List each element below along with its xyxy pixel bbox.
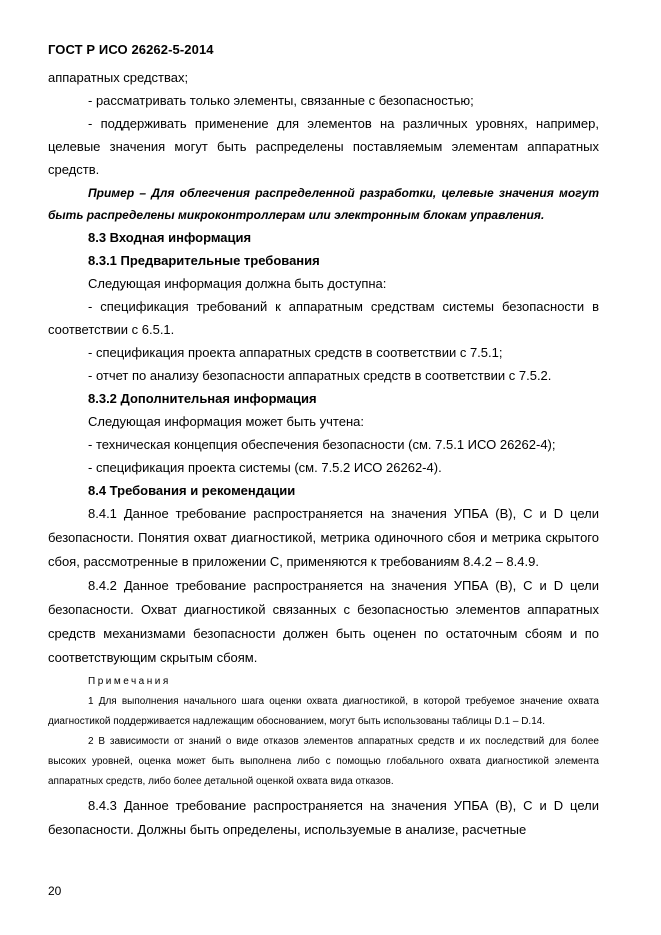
paragraph: Следующая информация может быть учтена:: [88, 414, 364, 429]
page-number: 20: [48, 884, 62, 898]
note: 1 Для выполнения начального шага оценки охвата диагностикой, в которой требуемое значение охвата диагностикой поддерживается надлежащим обоснованием, могут быть использованы таблицы D.1 – D.14.: [48, 696, 599, 727]
paragraph: Следующая информация должна быть доступна:: [88, 276, 387, 291]
list-item: - поддерживать применение для элементов на различных уровнях, например, целевые значения могут быть распределены поставляемым элементам аппаратных средств.: [48, 116, 599, 177]
paragraph: 8.4.3 Данное требование распространяется на значения УПБА (В), С и D цели безопасности. Должны быть определены, используемые в анализе, расчетные: [48, 798, 599, 837]
document-body: [48, 66, 599, 842]
paragraph: аппаратных средствах;: [48, 70, 189, 85]
document-header: ГОСТ Р ИСО 26262-5-2014: [48, 42, 214, 57]
notes-heading: Примечания: [88, 676, 171, 687]
list-item: - спецификация требований к аппаратным средствам системы безопасности в соответствии с 6.5.1.: [48, 299, 599, 337]
section-heading-8-4: 8.4 Требования и рекомендации: [88, 483, 296, 498]
list-item: - спецификация проекта аппаратных средств в соответствии с 7.5.1;: [88, 345, 503, 360]
list-item: - рассматривать только элементы, связанные с безопасностью;: [88, 93, 474, 108]
section-heading-8-3-1: 8.3.1 Предварительные требования: [88, 253, 320, 268]
section-heading-8-3: 8.3 Входная информация: [88, 230, 252, 245]
list-item: - спецификация проекта системы (см. 7.5.2 ИСО 26262-4).: [88, 460, 442, 475]
paragraph: 8.4.1 Данное требование распространяется на значения УПБА (В), С и D цели безопасности. Понятия охват диагностикой, метрика одиночного сбоя и метрика скрытого сбоя, рассмотренные в приложении С, применяются к требованиям 8.4.2 – 8.4.9.: [48, 506, 599, 569]
section-heading-8-3-2: 8.3.2 Дополнительная информация: [88, 391, 317, 406]
list-item: - отчет по анализу безопасности аппаратных средств в соответствии с 7.5.2.: [88, 368, 552, 383]
example-text: Пример – Для облегчения распределенной разработки, целевые значения могут быть распределены микроконтроллерам или электронным блокам управления.: [48, 186, 599, 222]
note: 2 В зависимости от знаний о виде отказов элементов аппаратных средств и их последствий для более высоких уровней, оценка может быть выполнена либо с помощью глобального охвата диагностикой элемента аппаратных средств, либо более детальной оценкой охвата вида отказов.: [48, 736, 599, 787]
list-item: - техническая концепция обеспечения безопасности (см. 7.5.1 ИСО 26262-4);: [88, 437, 556, 452]
paragraph: 8.4.2 Данное требование распространяется на значения УПБА (В), С и D цели безопасности. Охват диагностикой связанных с безопасностью элементов аппаратных средств механизмами безопасности должен быть оценен по остаточным сбоям и по соответствующим скрытым сбоям.: [48, 578, 599, 665]
